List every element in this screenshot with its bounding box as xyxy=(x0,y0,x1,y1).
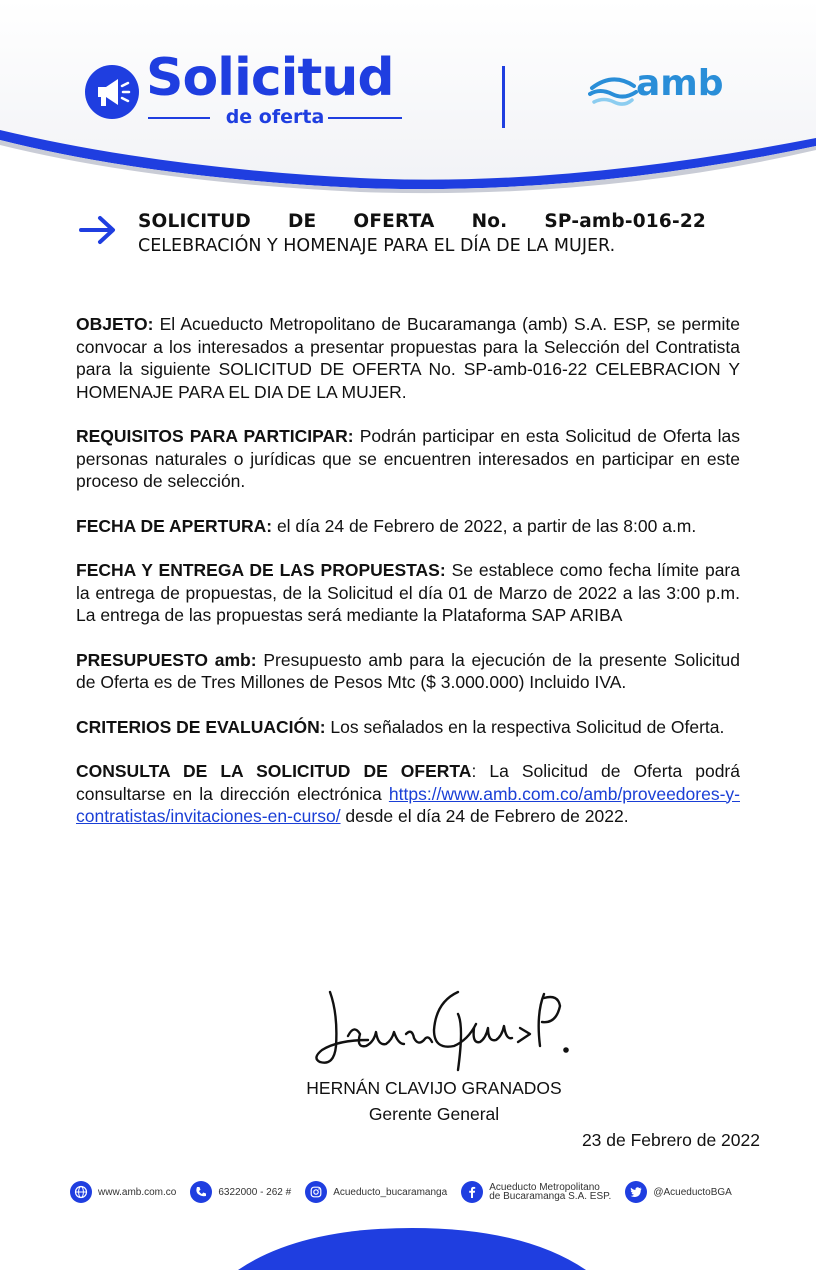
globe-icon xyxy=(70,1181,92,1203)
section-objeto xyxy=(76,313,740,403)
section-text: : La Solicitud de Oferta podrá consultarse en la dirección electrónica xyxy=(76,761,740,804)
facebook-line-2: de Bucaramanga S.A. ESP. xyxy=(489,1191,612,1202)
website-text: www.amb.com.co xyxy=(98,1186,177,1198)
section-text: Se establece como fecha límite para la entrega de propuestas, de la Solicitud el día 01 de Marzo de 2022 a las 3:00 p.m. La entrega de las propuestas será mediante la Plataforma SAP ARIBA xyxy=(76,560,740,625)
consulta-link[interactable]: https://www.amb.com.co/amb/proveedores-y-contratistas/invitaciones-en-curso/ xyxy=(76,783,740,826)
section-text: Podrán participar en esta Solicitud de Oferta las personas naturales o jurídicas que se encuentren interesados en participar en este proceso de selección. xyxy=(76,426,740,491)
heading-word: OFERTA xyxy=(353,211,435,232)
amb-water-icon xyxy=(588,72,638,110)
arrow-right-icon xyxy=(78,214,118,246)
heading-subtitle: CELEBRACIÓN Y HOMENAJE PARA EL DÍA DE LA MUJER. xyxy=(138,236,616,256)
facebook-text xyxy=(489,1183,611,1201)
handwritten-signature xyxy=(308,984,578,1076)
signatory-title: Gerente General xyxy=(368,1104,500,1124)
facebook-line-1: Acueducto Metropolitano xyxy=(489,1182,600,1193)
heading-code: SP-amb-016-22 xyxy=(544,211,706,232)
heading-title xyxy=(138,209,706,234)
twitter-icon xyxy=(625,1181,647,1203)
footer-contacts xyxy=(70,1178,790,1206)
document-body xyxy=(76,313,740,828)
section-label: CRITERIOS DE EVALUACIÓN: xyxy=(76,716,326,737)
footer-instagram[interactable] xyxy=(305,1181,447,1203)
logo-subtitle-line-right xyxy=(328,117,402,119)
megaphone-icon xyxy=(84,64,140,120)
document-date: 23 de Febrero de 2022 xyxy=(581,1130,760,1150)
twitter-text: @AcueductoBGA xyxy=(653,1186,732,1198)
heading-word: SOLICITUD xyxy=(138,211,251,232)
section-requisitos xyxy=(76,425,740,493)
footer-facebook[interactable] xyxy=(461,1181,611,1203)
heading-word: DE xyxy=(288,211,317,232)
footer-website[interactable] xyxy=(70,1181,176,1203)
section-text: El Acueducto Metropolitano de Bucaramanga (amb) S.A. ESP, se permite convocar a los interesados a presentar propuestas para la Selección del Contratista para la siguiente SOLICITUD DE OFERTA No. SP-amb-016-22 CELEBRACION Y HOMENAJE PARA EL DIA DE LA MUJER. xyxy=(76,314,740,402)
footer-arc-decoration xyxy=(0,1222,816,1270)
header-divider xyxy=(502,66,505,128)
facebook-icon xyxy=(461,1181,483,1203)
phone-icon xyxy=(190,1181,212,1203)
logo-title: Solicitud xyxy=(146,48,394,108)
logo-subtitle-group xyxy=(148,106,402,130)
section-label: PRESUPUESTO amb: xyxy=(76,649,257,670)
phone-text: 6322000 - 262 # xyxy=(218,1186,292,1198)
footer-twitter[interactable] xyxy=(625,1181,732,1203)
amb-brand-text: amb xyxy=(636,63,724,104)
section-consulta xyxy=(76,760,740,828)
section-text: Presupuesto amb para la ejecución de la presente Solicitud de Oferta es de Tres Millones de Pesos Mtc ($ 3.000.000) Incluido IVA. xyxy=(76,649,740,692)
section-presupuesto xyxy=(76,649,740,694)
heading-word: No. xyxy=(471,211,508,232)
section-label: FECHA Y ENTREGA DE LAS PROPUESTAS: xyxy=(76,560,446,580)
section-entrega xyxy=(76,559,740,627)
logo-subtitle: de oferta xyxy=(225,106,325,128)
instagram-text: Acueducto_bucaramanga xyxy=(333,1186,448,1198)
instagram-icon xyxy=(305,1181,327,1203)
footer-phone[interactable] xyxy=(190,1181,291,1203)
section-apertura xyxy=(76,515,740,538)
section-label: REQUISITOS PARA PARTICIPAR: xyxy=(76,426,354,446)
section-label: CONSULTA DE LA SOLICITUD DE OFERTA xyxy=(76,761,472,781)
section-text: Los señalados en la respectiva Solicitud de Oferta. xyxy=(325,716,725,737)
signatory-name: HERNÁN CLAVIJO GRANADOS xyxy=(306,1078,562,1098)
section-text: el día 24 de Febrero de 2022, a partir de las 8:00 a.m. xyxy=(272,515,697,536)
section-criterios xyxy=(76,716,740,739)
section-label: FECHA DE APERTURA: xyxy=(76,515,273,536)
document-heading xyxy=(138,209,706,259)
section-label: OBJETO: xyxy=(76,314,154,334)
section-text: desde el día 24 de Febrero de 2022. xyxy=(340,806,629,826)
